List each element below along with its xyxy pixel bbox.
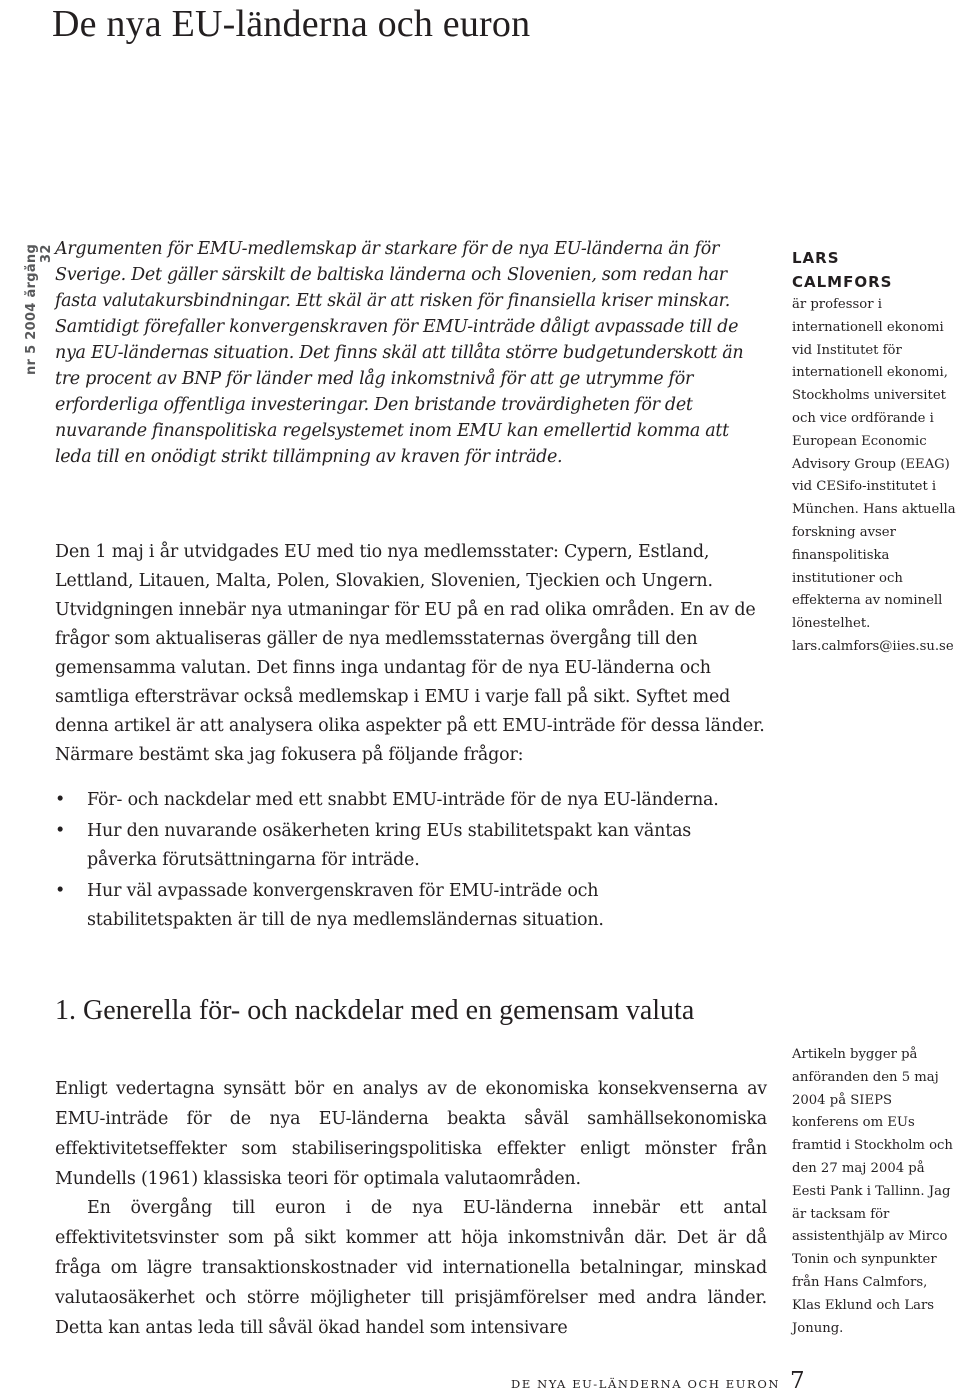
- article-footnote: Artikeln bygger på anföranden den 5 maj 2004 på SIEPS konferens om EUs framtid i Stockholm och den 27 maj 2004 på Eesti Pank i Tallinn. Jag är tacksam för assistenthjälp av Mirco Tonin och synpunkter från Hans Calmfors, Klas Eklund och Lars Jonung.: [792, 1047, 953, 1336]
- page-number: 7: [790, 1368, 805, 1394]
- list-item: • För- och nackdelar med ett snabbt EMU-inträde för de nya EU-länderna.: [55, 786, 727, 815]
- list-item: • Hur den nuvarande osäkerheten kring EUs stabilitetspakt kan väntas påverka förutsättningarna för inträde.: [55, 817, 727, 875]
- body-paragraph: En övergång till euron i de nya EU-länderna innebär ett antal effektivitetsvinster som på sikt kommer att höja inkomstnivån där. Det är då fråga om lägre transaktionskostnader vid internationella betalningar, minskad valutaosäkerhet och större möjligheter till prisjämförelser med andra länder. Detta kan antas leda till såväl ökad handel som intensivare: [55, 1198, 767, 1338]
- author-name-first: LARS: [792, 249, 840, 267]
- question-list: [55, 786, 767, 937]
- author-bio-text: är professor i internationell ekonomi vid Institutet för internationell ekonomi, Stockholms universitet och vice ordförande i European Economic Advisory Group (EEAG) vid CESifo-institutet i München. Hans aktuella forskning avser finanspolitiska institutioner och effekterna av nominell lönestelhet.: [792, 297, 956, 632]
- author-name-last: CALMFORS: [792, 273, 893, 291]
- page-title: De nya EU-länderna och euron: [52, 3, 531, 45]
- intro-paragraph: Den 1 maj i år utvidgades EU med tio nya medlemsstater: Cypern, Estland, Lettland, Litauen, Malta, Polen, Slovakien, Slovenien, Tjeckien och Ungern. Utvidgningen innebär nya utmaningar för EU på en rad olika områden. En av de frågor som aktualiseras gäller de nya medlemsstaternas övergång till den gemensamma valutan. Det finns inga undantag för de nya EU-länderna och samtliga eftersträvar också medlemskap i EMU i varje fall på sikt. Syftet med denna artikel är att analysera olika aspekter på ett EMU-inträde för dessa länder. Närmare bestämt ska jag fokusera på följande frågor:: [55, 542, 765, 765]
- author-bio: [792, 294, 960, 659]
- author-email: lars.calmfors@iies.su.se: [792, 638, 954, 654]
- running-footer: DE NYA EU-LÄNDERNA OCH EURON: [511, 1377, 781, 1391]
- lead-paragraph: Argumenten för EMU-medlemskap är starkare för de nya EU-länderna än för Sverige. Det gäller särskilt de baltiska länderna och Slovenien, som redan har fasta valutakursbindningar. Ett skäl är att risken för finansiella kriser minskar. Samtidigt förefaller konvergenskraven för EMU-inträde dåligt avpassade till de nya EU-ländernas situation. Det finns skäl att tillåta större budgetunderskott än tre procent av BNP för länder med låg inkomstnivå för att ge utrymme för erforderliga offentliga investeringar. Den bristande trovärdigheten för det nuvarande finanspolitiska regelsystemet inom EMU kan emellertid komma att leda till en onödigt strikt tillämpning av kraven för inträde.: [55, 239, 744, 467]
- body-paragraph: Enligt vedertagna synsätt bör en analys av de ekonomiska konsekvenserna av EMU-inträde för de nya EU-länderna beakta såväl samhällsekonomiska effektivitetseffekter som stabiliseringspolitiska effekter enligt mönster från Mundells (1961) klassiska teori för optimala valutaområden.: [55, 1079, 767, 1189]
- issue-label: nr 5 2004 årgång 32: [24, 244, 54, 376]
- author-sidebar: [792, 246, 960, 659]
- list-item: • Hur väl avpassade konvergenskraven för EMU-inträde och stabilitetspakten är till de nya medlemsländernas situation.: [55, 877, 727, 935]
- section-heading: 1. Generella för- och nackdelar med en gemensam valuta: [55, 995, 695, 1026]
